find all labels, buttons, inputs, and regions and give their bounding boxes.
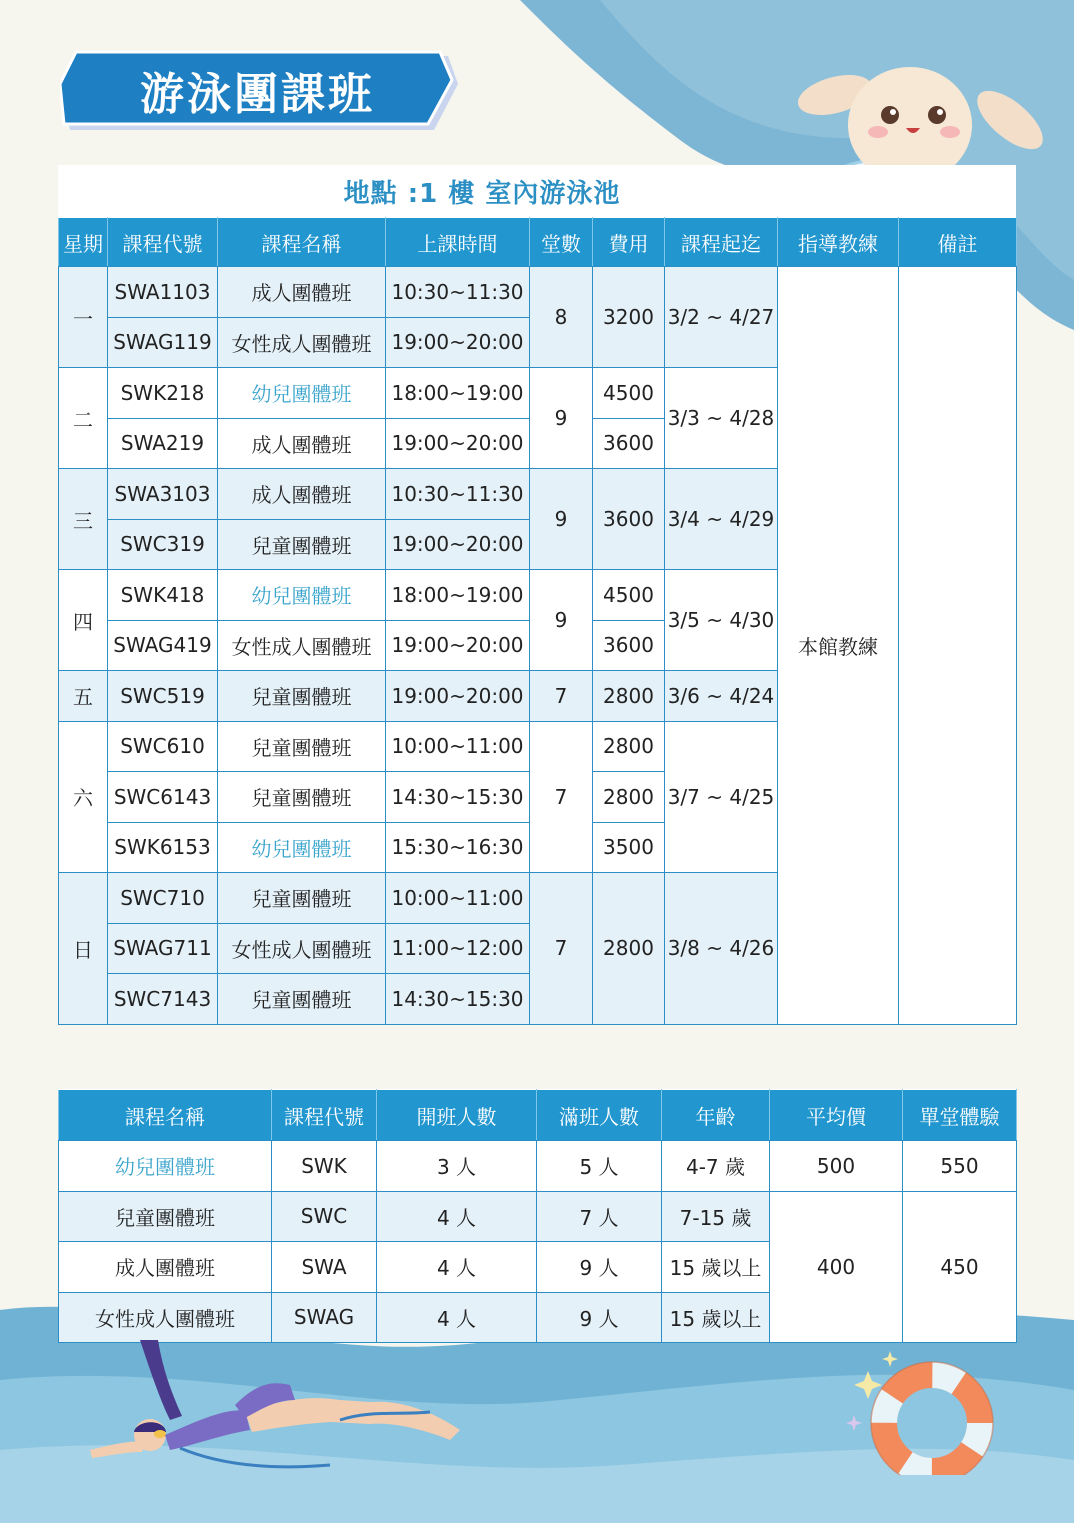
avg-price: 500 [770,1141,903,1192]
course-code: SWAG119 [108,317,218,368]
col-header-trial: 單堂體驗 [903,1090,1017,1141]
min-size: 4 人 [377,1292,537,1343]
course-period: 3/8 ~ 4/26 [665,873,778,1025]
session-count: 7 [530,721,593,873]
age-range: 4-7 歲 [662,1141,770,1192]
course-code: SWC6143 [108,772,218,823]
col-header-instructor: 指導教練 [778,218,899,267]
class-time: 10:00~11:00 [386,721,530,772]
course-name: 成人團體班 [218,469,386,520]
class-time: 19:00~20:00 [386,519,530,570]
col-header-fee: 費用 [593,218,665,267]
course-name: 幼兒團體班 [59,1141,272,1192]
col-header-day: 星期 [59,218,108,267]
class-time: 14:30~15:30 [386,772,530,823]
course-code: SWAG711 [108,923,218,974]
course-code: SWC610 [108,721,218,772]
day-cell: 日 [59,873,108,1025]
age-range: 15 歲以上 [662,1292,770,1343]
class-time: 10:30~11:30 [386,267,530,318]
max-size: 9 人 [537,1242,662,1293]
session-count: 9 [530,469,593,570]
class-time: 18:00~19:00 [386,570,530,621]
swimmer-illustration [70,1340,500,1490]
min-size: 3 人 [377,1141,537,1192]
summary-table [58,1089,1017,1343]
page-title: 游泳團課班 [140,69,375,120]
max-size: 9 人 [537,1292,662,1343]
schedule-header-row [59,218,1017,267]
course-code: SWC7143 [108,974,218,1025]
course-code: SWK418 [108,570,218,621]
fee: 4500 [593,570,665,621]
day-cell: 三 [59,469,108,570]
fee: 2800 [593,873,665,1025]
course-name: 幼兒團體班 [218,570,386,621]
course-name: 兒童團體班 [218,974,386,1025]
fee: 3600 [593,469,665,570]
session-count: 9 [530,570,593,671]
table-row [59,1191,1017,1242]
course-code: SWA1103 [108,267,218,318]
course-name: 成人團體班 [59,1242,272,1293]
session-count: 7 [530,671,593,722]
course-name: 兒童團體班 [218,873,386,924]
course-name: 幼兒團體班 [218,368,386,419]
min-size: 4 人 [377,1242,537,1293]
course-code: SWK218 [108,368,218,419]
col-header-name: 課程名稱 [218,218,386,267]
life-ring-icon [840,1345,1010,1475]
col-header-time: 上課時間 [386,218,530,267]
col-header-code: 課程代號 [272,1090,377,1141]
col-header-max-size: 滿班人數 [537,1090,662,1141]
class-time: 10:30~11:30 [386,469,530,520]
course-code: SWAG419 [108,620,218,671]
summary-header-row [59,1090,1017,1141]
course-period: 3/2 ~ 4/27 [665,267,778,368]
fee: 4500 [593,368,665,419]
course-name: 兒童團體班 [218,519,386,570]
class-time: 19:00~20:00 [386,671,530,722]
course-period: 3/4 ~ 4/29 [665,469,778,570]
col-header-min-size: 開班人數 [377,1090,537,1141]
location-bar [58,165,1016,217]
col-header-name: 課程名稱 [59,1090,272,1141]
class-time: 18:00~19:00 [386,368,530,419]
class-time: 15:30~16:30 [386,822,530,873]
course-code: SWA219 [108,418,218,469]
class-time: 19:00~20:00 [386,418,530,469]
schedule-table [58,217,1017,1025]
instructor-cell: 本館教練 [778,267,899,1025]
min-size: 4 人 [377,1191,537,1242]
col-header-notes: 備註 [899,218,1017,267]
day-cell: 四 [59,570,108,671]
course-name: 兒童團體班 [218,721,386,772]
day-cell: 五 [59,671,108,722]
course-code: SWA3103 [108,469,218,520]
table-row [59,267,1017,318]
class-time: 14:30~15:30 [386,974,530,1025]
fee: 2800 [593,721,665,772]
course-code: SWK6153 [108,822,218,873]
course-name: 女性成人團體班 [218,620,386,671]
course-period: 3/7 ~ 4/25 [665,721,778,873]
course-code: SWK [272,1141,377,1192]
col-header-avg-price: 平均價 [770,1090,903,1141]
fee: 3200 [593,267,665,368]
course-period: 3/6 ~ 4/24 [665,671,778,722]
session-count: 7 [530,873,593,1025]
fee: 3600 [593,418,665,469]
day-cell: 六 [59,721,108,873]
max-size: 7 人 [537,1191,662,1242]
course-code: SWC [272,1191,377,1242]
course-name: 兒童團體班 [59,1191,272,1242]
notes-cell [899,267,1017,1025]
col-header-period: 課程起迄 [665,218,778,267]
session-count: 9 [530,368,593,469]
course-code: SWC319 [108,519,218,570]
col-header-code: 課程代號 [108,218,218,267]
fee: 3500 [593,822,665,873]
course-name: 兒童團體班 [218,772,386,823]
day-cell: 二 [59,368,108,469]
fee: 2800 [593,671,665,722]
fee: 2800 [593,772,665,823]
course-name: 成人團體班 [218,267,386,318]
course-code: SWC519 [108,671,218,722]
col-header-sessions: 堂數 [530,218,593,267]
course-name: 女性成人團體班 [218,923,386,974]
session-count: 8 [530,267,593,368]
course-name: 幼兒團體班 [218,822,386,873]
course-name: 成人團體班 [218,418,386,469]
class-time: 11:00~12:00 [386,923,530,974]
fee: 3600 [593,620,665,671]
avg-price: 400 [770,1191,903,1343]
course-code: SWC710 [108,873,218,924]
class-time: 19:00~20:00 [386,620,530,671]
course-name: 女性成人團體班 [218,317,386,368]
age-range: 7-15 歲 [662,1191,770,1242]
day-cell: 一 [59,267,108,368]
course-name: 兒童團體班 [218,671,386,722]
trial-price: 550 [903,1141,1017,1192]
class-time: 10:00~11:00 [386,873,530,924]
course-period: 3/3 ~ 4/28 [665,368,778,469]
trial-price: 450 [903,1191,1017,1343]
course-code: SWAG [272,1292,377,1343]
table-row [59,1141,1017,1192]
course-name: 女性成人團體班 [59,1292,272,1343]
location-label: 地點 :1 樓 室內游泳池 [343,178,621,209]
course-period: 3/5 ~ 4/30 [665,570,778,671]
age-range: 15 歲以上 [662,1242,770,1293]
class-time: 19:00~20:00 [386,317,530,368]
course-code: SWA [272,1242,377,1293]
col-header-age: 年齡 [662,1090,770,1141]
max-size: 5 人 [537,1141,662,1192]
